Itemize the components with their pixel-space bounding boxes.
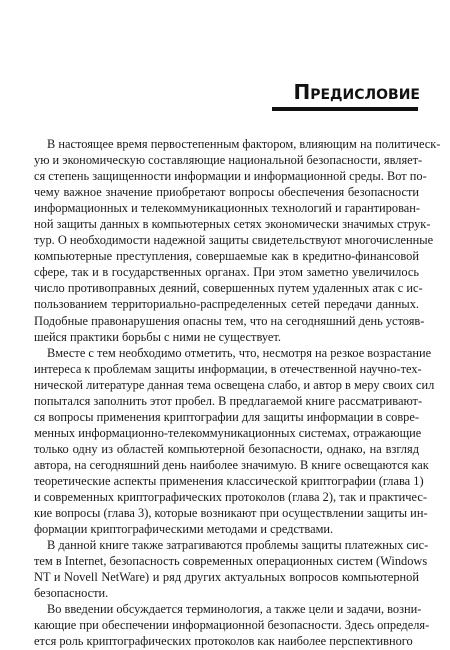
paragraph: [34, 136, 441, 345]
text-line: шейся практики борьбы с ними не существует.: [34, 329, 282, 344]
text-line: автора, на сегодняшний день наиболее значимую. В книге освещаются как: [34, 457, 429, 472]
text-line: менных информационно-телекоммуникационных системах, отражающие: [34, 425, 422, 440]
text-line: компьютерные преступления, совершаемые как в кредитно-финансовой: [34, 249, 419, 264]
text-line: пользованием территориально-распределенных сетей передачи данных.: [34, 297, 419, 312]
text-line: ся вопросы применения криптографии для защиты информации в совре-: [34, 409, 419, 424]
paragraph: [34, 345, 435, 538]
text-line: ся степень защищенности информации и информационной среды. Вот по-: [34, 169, 427, 184]
text-line: число противоправных деяний, совершенных путем удаленных атак с ис-: [34, 281, 423, 296]
text-line: ной защиты данных в компьютерных сетях экономически значимых струк-: [34, 217, 431, 232]
text-line: информационных и телекоммуникационных технологий и гарантирован-: [34, 201, 421, 216]
text-line: теоретические аспекты применения классической криптографии (глава 1): [34, 473, 424, 488]
body-text: [34, 136, 441, 650]
text-line: В данной книге также затрагиваются проблемы защиты платежных сис-: [47, 538, 429, 553]
text-line: Подобные правонарушения опасны тем, что на сегодняшний день устояв-: [34, 313, 425, 328]
text-line: и современных криптографических протоколов (глава 2), так и практичес-: [34, 490, 427, 505]
paragraph: [34, 537, 429, 601]
text-line: сфере, так и в государственных органах. При этом заметно увеличилось: [34, 265, 419, 280]
text-line: ую и экономическую составляющие национальной безопасности, являет-: [34, 153, 423, 168]
heading-rule: [272, 107, 418, 111]
text-line: только одну из областей компьютерной безопасности, однако, на взгляд: [34, 441, 419, 456]
paragraph: [34, 601, 430, 649]
text-line: тем в Internet, безопасность современных операционных систем (Windows: [34, 554, 428, 569]
text-line: интереса к проблемам защиты информации, в отечественной научно-тех-: [34, 361, 422, 376]
text-line: NT и Novell NetWare) и ряд других актуальных вопросов компьютерной: [34, 570, 419, 585]
text-line: тур. О необходимости надежной защиты свидетельствуют многочисленные: [34, 233, 434, 248]
text-line: попытался заполнить этот пробел. В предлагаемой книге рассматривают-: [34, 393, 423, 408]
text-line: кие вопросы (глава 3), которые возникают при осуществлении защиты ин-: [34, 506, 428, 521]
text-line: Во введении обсуждается терминология, а также цели и задачи, возни-: [47, 602, 422, 617]
text-line: В настоящее время первостепенным фактором, влияющим на политическ-: [47, 137, 441, 151]
text-line: нической литературе данная тема освещена слабо, и автор в меру своих сил: [34, 377, 435, 392]
text-line: кающие при обеспечении информационной безопасности. Здесь определя-: [34, 618, 430, 633]
text-line: Вместе с тем необходимо отметить, что, несмотря на резкое возрастание: [47, 345, 432, 360]
chapter-heading: Предисловие: [293, 80, 420, 104]
text-line: безопасности.: [34, 586, 109, 601]
text-line: формации криптографическими методами и средствами.: [34, 522, 334, 537]
text-line: ется роль криптографических протоколов как наиболее перспективного: [34, 634, 413, 649]
text-line: чему важное значение приобретают вопросы обеспечения безопасности: [34, 185, 419, 200]
